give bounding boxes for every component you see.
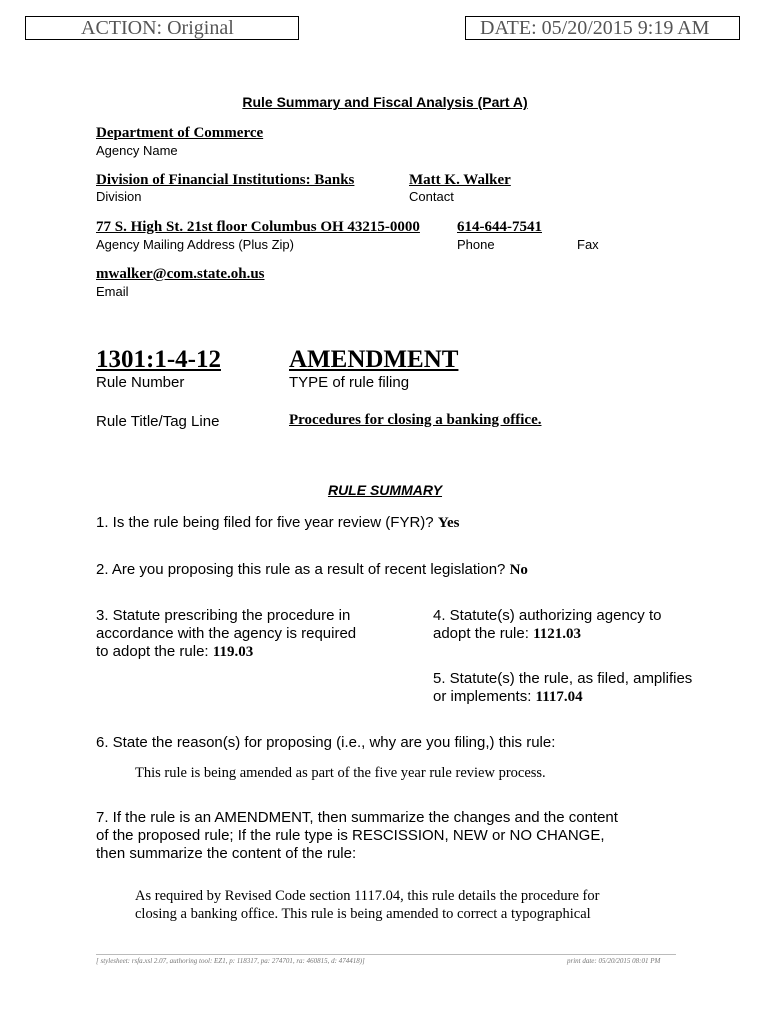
department-label: Agency Name	[96, 143, 178, 158]
answer-7	[135, 887, 599, 923]
question-4-line: adopt the rule:	[433, 625, 529, 642]
department-value: Department of Commerce	[96, 125, 264, 141]
phone-label: Phone	[457, 237, 495, 252]
rule-number-label: Rule Number	[96, 374, 185, 391]
question-3	[96, 607, 356, 661]
rule-type-value: AMENDMENT	[289, 346, 459, 373]
question-1-text: 1. Is the rule being filed for five year review (FYR)?	[96, 514, 434, 531]
action-box	[25, 16, 299, 40]
footer-print-date: print date: 05/20/2015 08:01 PM	[567, 957, 661, 965]
date-box	[465, 16, 740, 40]
division-value: Division of Financial Institutions: Banks	[96, 172, 355, 188]
question-7	[96, 809, 618, 863]
answer-7-line: closing a banking office. This rule is being amended to correct a typographical	[135, 906, 591, 922]
question-2-text: 2. Are you proposing this rule as a result of recent legislation?	[96, 561, 506, 578]
division-label: Division	[96, 189, 142, 204]
answer-6: This rule is being amended as part of the five year rule review process.	[135, 765, 546, 781]
question-6: 6. State the reason(s) for proposing (i.e., why are you filing,) this rule:	[96, 734, 556, 751]
rule-title-label: Rule Title/Tag Line	[96, 413, 220, 430]
answer-4: 1121.03	[533, 626, 582, 642]
question-7-line: 7. If the rule is an AMENDMENT, then summarize the changes and the content	[96, 809, 618, 826]
address-label: Agency Mailing Address (Plus Zip)	[96, 237, 294, 252]
question-7-line: then summarize the content of the rule:	[96, 845, 357, 862]
answer-7-line: As required by Revised Code section 1117.04, this rule details the procedure for	[135, 888, 600, 904]
question-3-line: 3. Statute prescribing the procedure in	[96, 607, 351, 624]
email-value: mwalker@com.state.oh.us	[96, 266, 265, 282]
contact-label: Contact	[409, 189, 454, 204]
question-3-line: accordance with the agency is required	[96, 625, 357, 642]
rule-title-value: Procedures for closing a banking office.	[289, 412, 542, 428]
answer-3: 119.03	[212, 644, 254, 660]
rule-type-label: TYPE of rule filing	[289, 374, 410, 391]
action-text: ACTION: Original	[81, 17, 234, 39]
phone-value: 614-644-7541	[457, 219, 542, 235]
question-7-line: of the proposed rule; If the rule type is RESCISSION, NEW or NO CHANGE,	[96, 827, 605, 844]
answer-2: No	[509, 562, 528, 578]
question-5	[433, 670, 692, 706]
rule-number-value: 1301:1-4-12	[96, 346, 221, 373]
question-1	[96, 514, 459, 532]
answer-5: 1117.04	[535, 689, 583, 705]
document-title: Rule Summary and Fiscal Analysis (Part A)	[242, 94, 528, 110]
question-5-line: 5. Statute(s) the rule, as filed, amplifies	[433, 670, 693, 687]
email-label: Email	[96, 284, 129, 299]
answer-1: Yes	[437, 515, 460, 531]
fax-label: Fax	[577, 237, 599, 252]
date-text: DATE: 05/20/2015 9:19 AM	[480, 17, 710, 39]
question-5-line: or implements:	[433, 688, 532, 705]
footer-stylesheet-info: [ stylesheet: rsfa.xsl 2.07, authoring tool: EZ1, p: 118317, pa: 274701, ra: 460815, d: 474418)]	[96, 957, 365, 965]
question-4	[433, 607, 661, 643]
question-2	[96, 561, 528, 579]
rule-summary-heading: RULE SUMMARY	[327, 482, 443, 498]
question-3-line: to adopt the rule:	[96, 643, 209, 660]
question-4-line: 4. Statute(s) authorizing agency to	[433, 607, 662, 624]
contact-value: Matt K. Walker	[409, 172, 511, 188]
address-value: 77 S. High St. 21st floor Columbus OH 43215-0000	[96, 219, 420, 235]
footer-divider	[96, 954, 676, 955]
